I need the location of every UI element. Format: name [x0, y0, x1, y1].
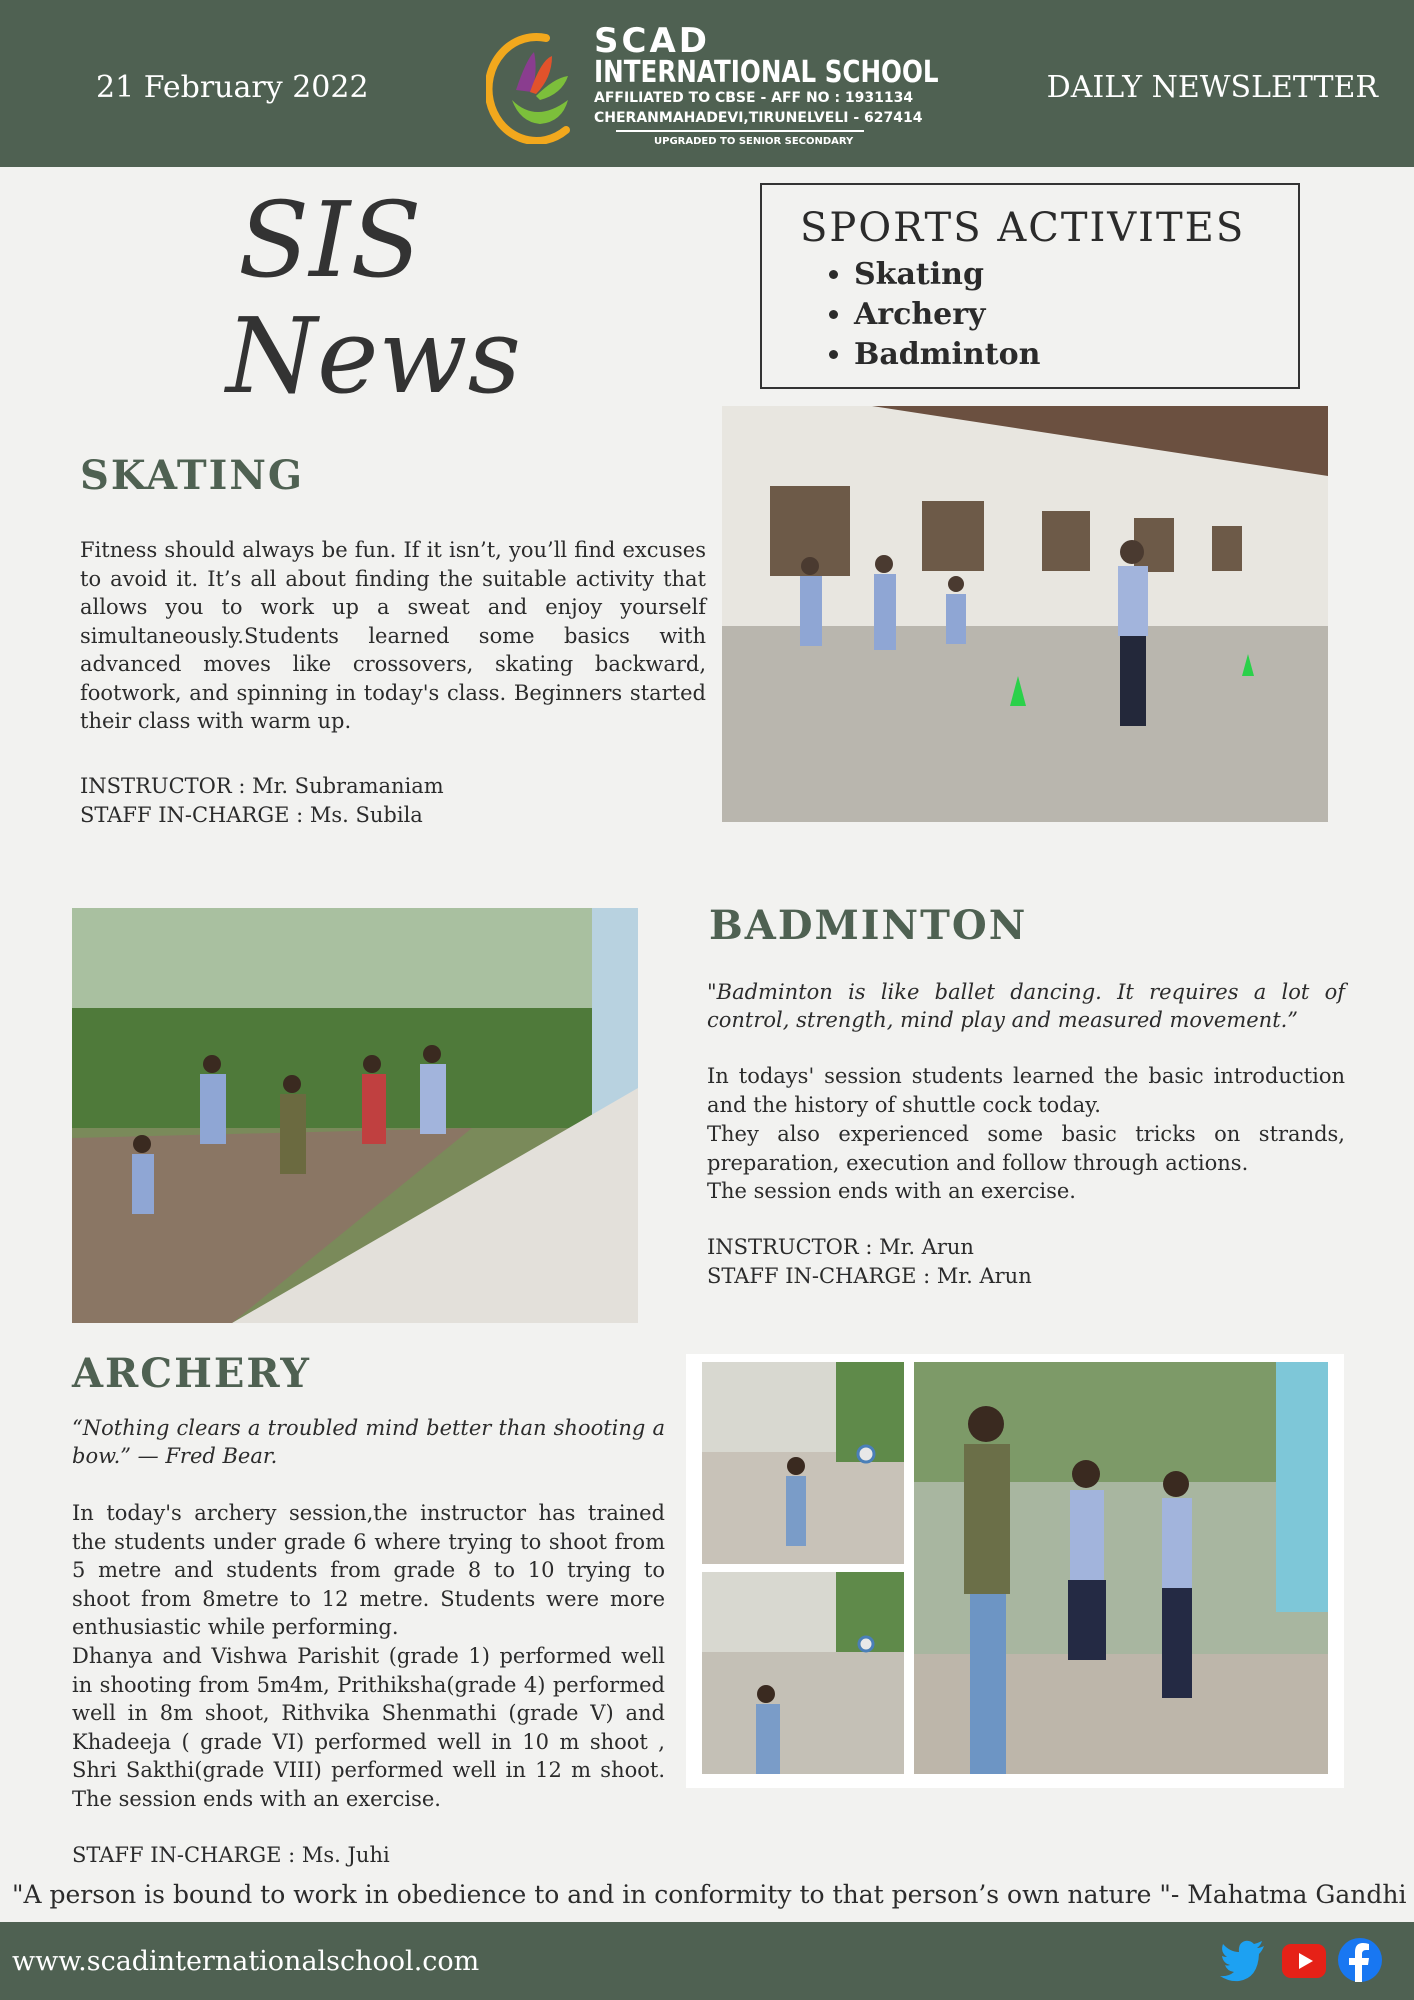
- divider: [616, 130, 864, 132]
- badminton-body-2: They also experienced some basic tricks on strands, preparation, execution and follow through actions.: [707, 1122, 1345, 1175]
- list-item: • Badminton: [854, 335, 1040, 375]
- badminton-title: BADMINTON: [709, 902, 1028, 949]
- badminton-photo: [72, 908, 638, 1323]
- facebook-icon[interactable]: [1338, 1938, 1382, 1982]
- header-bar: [0, 0, 1414, 167]
- school-upgraded: UPGRADED TO SENIOR SECONDARY: [654, 136, 854, 147]
- masthead-news: News: [226, 295, 521, 417]
- twitter-icon[interactable]: [1220, 1940, 1266, 1982]
- sports-activities-list: [854, 255, 1040, 375]
- badminton-instructor: INSTRUCTOR : Mr. Arun: [707, 1235, 974, 1259]
- archery-body-2: Dhanya and Vishwa Parishit (grade 1) performed well in shooting from 5m4m, Prithiksha(grade 4) performed well in 8m shoot, Rithvika Shenmathi (grade V) and Khadeeja ( grade VI) performed well in 10 m shoot , Shri Sakthi(grade VIII) performed well in 12 m shoot. The session ends with an exercise.: [72, 1644, 665, 1811]
- school-affiliation: AFFILIATED TO CBSE - AFF NO : 1931134: [594, 90, 914, 106]
- badminton-body-3: The session ends with an exercise.: [707, 1179, 1076, 1203]
- list-item: • Archery: [854, 295, 1040, 335]
- newsletter-label: DAILY NEWSLETTER: [1046, 70, 1378, 105]
- badminton-staff: STAFF IN-CHARGE : Mr. Arun: [707, 1264, 1032, 1288]
- archery-staff: STAFF IN-CHARGE : Ms. Juhi: [72, 1843, 390, 1867]
- skating-photo: [722, 406, 1328, 822]
- badminton-quote: "Badminton is like ballet dancing. It requires a lot of control, strength, mind play and measured movement.”: [707, 980, 1345, 1032]
- footer-bar: [0, 1922, 1414, 2000]
- skating-staff: STAFF IN-CHARGE : Ms. Subila: [80, 803, 423, 827]
- archery-body-1: In today's archery session,the instructor has trained the students under grade 6 where trying to shoot from 5 metre and students from grade 8 to 10 trying to shoot from 8metre to 12 metre. Students were more enthusiastic while performing.: [72, 1501, 665, 1639]
- skating-instructor: INSTRUCTOR : Mr. Subramaniam: [80, 774, 444, 798]
- sports-activities-box: [760, 183, 1300, 389]
- archery-quote: “Nothing clears a troubled mind better than shooting a bow.” — Fred Bear.: [72, 1416, 665, 1468]
- school-logo-icon: [486, 30, 584, 144]
- school-scad-text: SCAD: [594, 21, 710, 61]
- list-item: • Skating: [854, 255, 1040, 295]
- website-link[interactable]: www.scadinternationalschool.com: [12, 1946, 480, 1977]
- skating-title: SKATING: [80, 452, 305, 499]
- school-name: INTERNATIONAL SCHOOL: [594, 55, 939, 90]
- archery-collage: [686, 1354, 1344, 1788]
- sports-activities-title: SPORTS ACTIVITES: [800, 205, 1246, 251]
- footer-quote: "A person is bound to work in obedience to and in conformity to that person’s own nature "- Mahatma Gandhi: [12, 1880, 1407, 1909]
- school-address: CHERANMAHADEVI,TIRUNELVELI - 627414: [594, 110, 923, 126]
- youtube-icon[interactable]: [1282, 1944, 1326, 1978]
- badminton-body-1: In todays' session students learned the basic introduction and the history of shuttle cock today.: [707, 1064, 1345, 1117]
- masthead-sis: SIS: [238, 179, 422, 301]
- skating-body: Fitness should always be fun. If it isn’t, you’ll find excuses to avoid it. It’s all about finding the suitable activity that allows you to work up a sweat and enjoy yourself simultaneously.Students learned some basics with advanced moves like crossovers, skating backward, footwork, and spinning in today's class. Beginners started their class with warm up.: [80, 538, 706, 733]
- archery-title: ARCHERY: [72, 1350, 311, 1397]
- newsletter-date: 21 February 2022: [96, 70, 369, 105]
